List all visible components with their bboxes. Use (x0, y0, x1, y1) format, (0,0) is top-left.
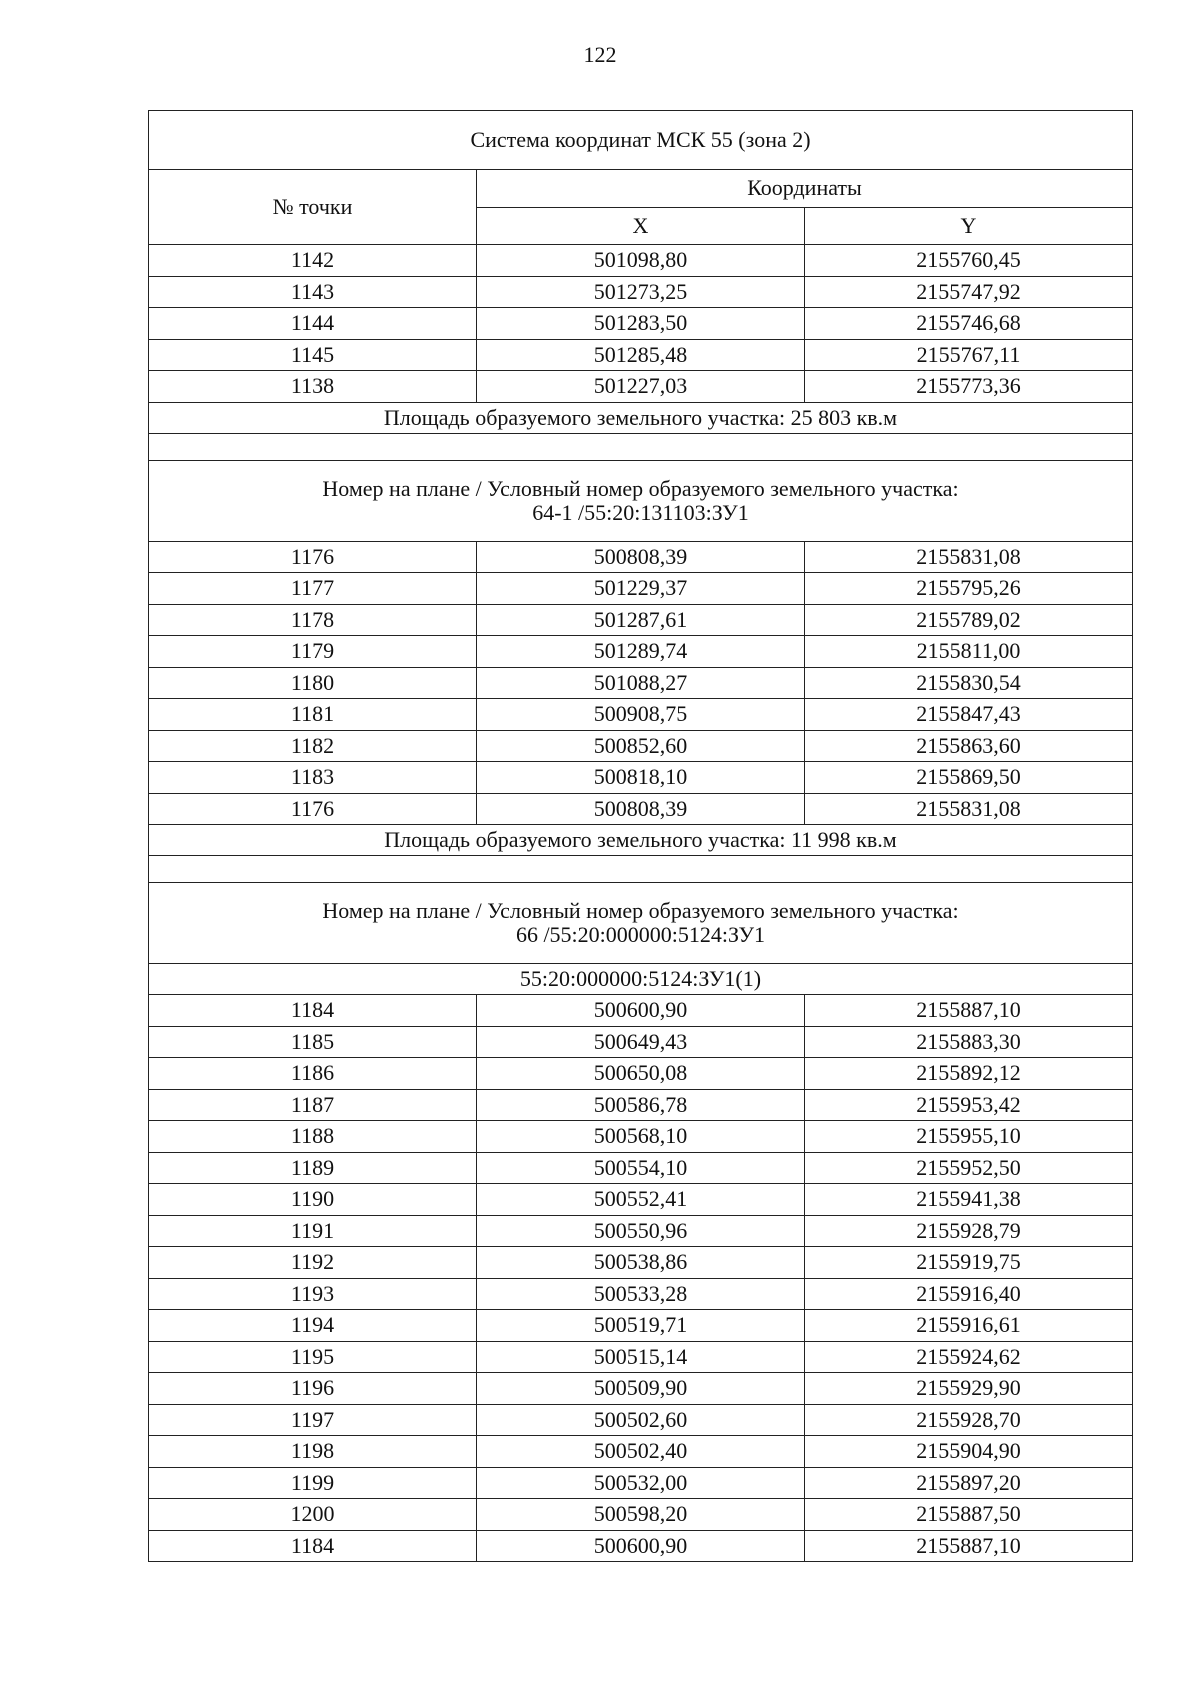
table-row (149, 1026, 1133, 1058)
x-coordinate-cell: 500808,39 (477, 793, 805, 825)
point-number-cell: 1145 (149, 339, 477, 371)
x-coordinate-cell: 500852,60 (477, 730, 805, 762)
point-number-cell: 1178 (149, 604, 477, 636)
y-coordinate-cell: 2155887,50 (805, 1499, 1133, 1531)
y-coordinate-cell: 2155831,08 (805, 541, 1133, 573)
x-coordinate-cell: 500568,10 (477, 1121, 805, 1153)
table-row (149, 1341, 1133, 1373)
table-row (149, 245, 1133, 277)
x-coordinate-cell: 500533,28 (477, 1278, 805, 1310)
x-coordinate-cell: 500818,10 (477, 762, 805, 794)
blank-separator-1-row (149, 433, 1133, 460)
y-coordinate-cell: 2155919,75 (805, 1247, 1133, 1279)
point-number-cell: 1198 (149, 1436, 477, 1468)
table-row (149, 1152, 1133, 1184)
y-coordinate-cell: 2155883,30 (805, 1026, 1133, 1058)
point-number-cell: 1143 (149, 276, 477, 308)
point-number-cell: 1188 (149, 1121, 477, 1153)
table-row (149, 730, 1133, 762)
y-coordinate-cell: 2155747,92 (805, 276, 1133, 308)
table-row (149, 1373, 1133, 1405)
point-number-cell: 1144 (149, 308, 477, 340)
y-coordinate-cell: 2155941,38 (805, 1184, 1133, 1216)
plot-number: 66 /55:20:000000:5124:ЗУ1 (515, 922, 766, 947)
point-number-cell: 1142 (149, 245, 477, 277)
y-coordinate-cell: 2155952,50 (805, 1152, 1133, 1184)
x-coordinate-cell: 501098,80 (477, 245, 805, 277)
y-coordinate-cell: 2155773,36 (805, 371, 1133, 403)
y-coordinate-cell: 2155928,79 (805, 1215, 1133, 1247)
x-coordinate-cell: 500808,39 (477, 541, 805, 573)
point-number-cell: 1190 (149, 1184, 477, 1216)
point-number-cell: 1138 (149, 371, 477, 403)
table-row (149, 1436, 1133, 1468)
table-row (149, 1247, 1133, 1279)
point-number-cell: 1179 (149, 636, 477, 668)
y-header: Y (805, 207, 1133, 245)
y-coordinate-cell: 2155887,10 (805, 995, 1133, 1027)
plot-number-3 (149, 883, 1133, 964)
table-row (149, 1310, 1133, 1342)
x-coordinate-cell: 500598,20 (477, 1499, 805, 1531)
x-coordinate-cell: 500586,78 (477, 1089, 805, 1121)
x-coordinate-cell: 500600,90 (477, 995, 805, 1027)
x-coordinate-cell: 500554,10 (477, 1152, 805, 1184)
coordinates-table (148, 110, 1133, 1562)
point-number-cell: 1182 (149, 730, 477, 762)
point-number-cell: 1197 (149, 1404, 477, 1436)
point-number-cell: 1176 (149, 793, 477, 825)
table-row (149, 1089, 1133, 1121)
table-row (149, 762, 1133, 794)
y-coordinate-cell: 2155831,08 (805, 793, 1133, 825)
point-number-cell: 1187 (149, 1089, 477, 1121)
area-total-1-row (149, 402, 1133, 433)
point-number-cell: 1185 (149, 1026, 477, 1058)
table-row (149, 1278, 1133, 1310)
table-row (149, 1467, 1133, 1499)
plot-number-3-row (149, 883, 1133, 964)
y-coordinate-cell: 2155924,62 (805, 1341, 1133, 1373)
table-row (149, 541, 1133, 573)
table-row (149, 573, 1133, 605)
coordinates-table-body (149, 111, 1133, 1562)
table-row (149, 1184, 1133, 1216)
x-header: X (477, 207, 805, 245)
table-row (149, 276, 1133, 308)
y-coordinate-cell: 2155746,68 (805, 308, 1133, 340)
x-coordinate-cell: 500519,71 (477, 1310, 805, 1342)
point-number-cell: 1181 (149, 699, 477, 731)
x-coordinate-cell: 500509,90 (477, 1373, 805, 1405)
plot-heading: Номер на плане / Условный номер образуемого земельного участка: (322, 898, 959, 923)
y-coordinate-cell: 2155789,02 (805, 604, 1133, 636)
header-row-1 (149, 170, 1133, 208)
subsection-label-row (149, 964, 1133, 995)
point-number-cell: 1183 (149, 762, 477, 794)
x-coordinate-cell: 501229,37 (477, 573, 805, 605)
table-row (149, 636, 1133, 668)
point-number-cell: 1195 (149, 1341, 477, 1373)
plot-number: 64-1 /55:20:131103:ЗУ1 (532, 499, 749, 525)
y-coordinate-cell: 2155928,70 (805, 1404, 1133, 1436)
table-row (149, 339, 1133, 371)
coordinate-system-title: Система координат МСК 55 (зона 2) (149, 111, 1133, 170)
table-row (149, 667, 1133, 699)
plot-number-2-row (149, 460, 1133, 541)
table-row (149, 371, 1133, 403)
point-number-cell: 1200 (149, 1499, 477, 1531)
subsection-label: 55:20:000000:5124:ЗУ1(1) (149, 964, 1133, 995)
x-coordinate-cell: 500538,86 (477, 1247, 805, 1279)
blank-separator-2-row (149, 856, 1133, 883)
coordinate-system-row (149, 111, 1133, 170)
x-coordinate-cell: 501273,25 (477, 276, 805, 308)
y-coordinate-cell: 2155869,50 (805, 762, 1133, 794)
table-row (149, 699, 1133, 731)
y-coordinate-cell: 2155811,00 (805, 636, 1133, 668)
point-number-cell: 1189 (149, 1152, 477, 1184)
plot-heading: Номер на плане / Условный номер образуемого земельного участка: (322, 475, 959, 501)
coordinates-header: Координаты (477, 170, 1133, 208)
y-coordinate-cell: 2155929,90 (805, 1373, 1133, 1405)
point-number-cell: 1191 (149, 1215, 477, 1247)
blank-separator-2 (149, 856, 1133, 883)
point-number-cell: 1194 (149, 1310, 477, 1342)
x-coordinate-cell: 501289,74 (477, 636, 805, 668)
table-row (149, 308, 1133, 340)
point-number-cell: 1193 (149, 1278, 477, 1310)
y-coordinate-cell: 2155955,10 (805, 1121, 1133, 1153)
y-coordinate-cell: 2155830,54 (805, 667, 1133, 699)
x-coordinate-cell: 501227,03 (477, 371, 805, 403)
point-number-cell: 1177 (149, 573, 477, 605)
table-row (149, 995, 1133, 1027)
table-row (149, 1530, 1133, 1562)
point-number-cell: 1186 (149, 1058, 477, 1090)
x-coordinate-cell: 500515,14 (477, 1341, 805, 1373)
x-coordinate-cell: 500532,00 (477, 1467, 805, 1499)
point-number-cell: 1192 (149, 1247, 477, 1279)
point-number-cell: 1176 (149, 541, 477, 573)
area-total-1: Площадь образуемого земельного участка: 25 803 кв.м (149, 402, 1133, 433)
area-total-2: Площадь образуемого земельного участка: 11 998 кв.м (149, 825, 1133, 856)
x-coordinate-cell: 501287,61 (477, 604, 805, 636)
y-coordinate-cell: 2155795,26 (805, 573, 1133, 605)
x-coordinate-cell: 500650,08 (477, 1058, 805, 1090)
y-coordinate-cell: 2155760,45 (805, 245, 1133, 277)
plot-number-2 (149, 460, 1133, 541)
x-coordinate-cell: 500600,90 (477, 1530, 805, 1562)
y-coordinate-cell: 2155897,20 (805, 1467, 1133, 1499)
x-coordinate-cell: 500550,96 (477, 1215, 805, 1247)
y-coordinate-cell: 2155953,42 (805, 1089, 1133, 1121)
blank-separator-1 (149, 433, 1133, 460)
table-row (149, 1499, 1133, 1531)
table-row (149, 1215, 1133, 1247)
table-row (149, 1404, 1133, 1436)
x-coordinate-cell: 500908,75 (477, 699, 805, 731)
x-coordinate-cell: 500552,41 (477, 1184, 805, 1216)
x-coordinate-cell: 501088,27 (477, 667, 805, 699)
y-coordinate-cell: 2155863,60 (805, 730, 1133, 762)
page-number: 122 (583, 42, 617, 67)
table-row (149, 604, 1133, 636)
y-coordinate-cell: 2155887,10 (805, 1530, 1133, 1562)
point-number-header: № точки (149, 170, 477, 245)
point-number-cell: 1184 (149, 995, 477, 1027)
area-total-2-row (149, 825, 1133, 856)
y-coordinate-cell: 2155892,12 (805, 1058, 1133, 1090)
x-coordinate-cell: 500502,40 (477, 1436, 805, 1468)
point-number-cell: 1180 (149, 667, 477, 699)
x-coordinate-cell: 500649,43 (477, 1026, 805, 1058)
x-coordinate-cell: 501283,50 (477, 308, 805, 340)
y-coordinate-cell: 2155916,61 (805, 1310, 1133, 1342)
table-row (149, 793, 1133, 825)
table-row (149, 1058, 1133, 1090)
point-number-cell: 1184 (149, 1530, 477, 1562)
point-number-cell: 1199 (149, 1467, 477, 1499)
x-coordinate-cell: 501285,48 (477, 339, 805, 371)
y-coordinate-cell: 2155904,90 (805, 1436, 1133, 1468)
y-coordinate-cell: 2155847,43 (805, 699, 1133, 731)
y-coordinate-cell: 2155916,40 (805, 1278, 1133, 1310)
table-row (149, 1121, 1133, 1153)
x-coordinate-cell: 500502,60 (477, 1404, 805, 1436)
y-coordinate-cell: 2155767,11 (805, 339, 1133, 371)
point-number-cell: 1196 (149, 1373, 477, 1405)
